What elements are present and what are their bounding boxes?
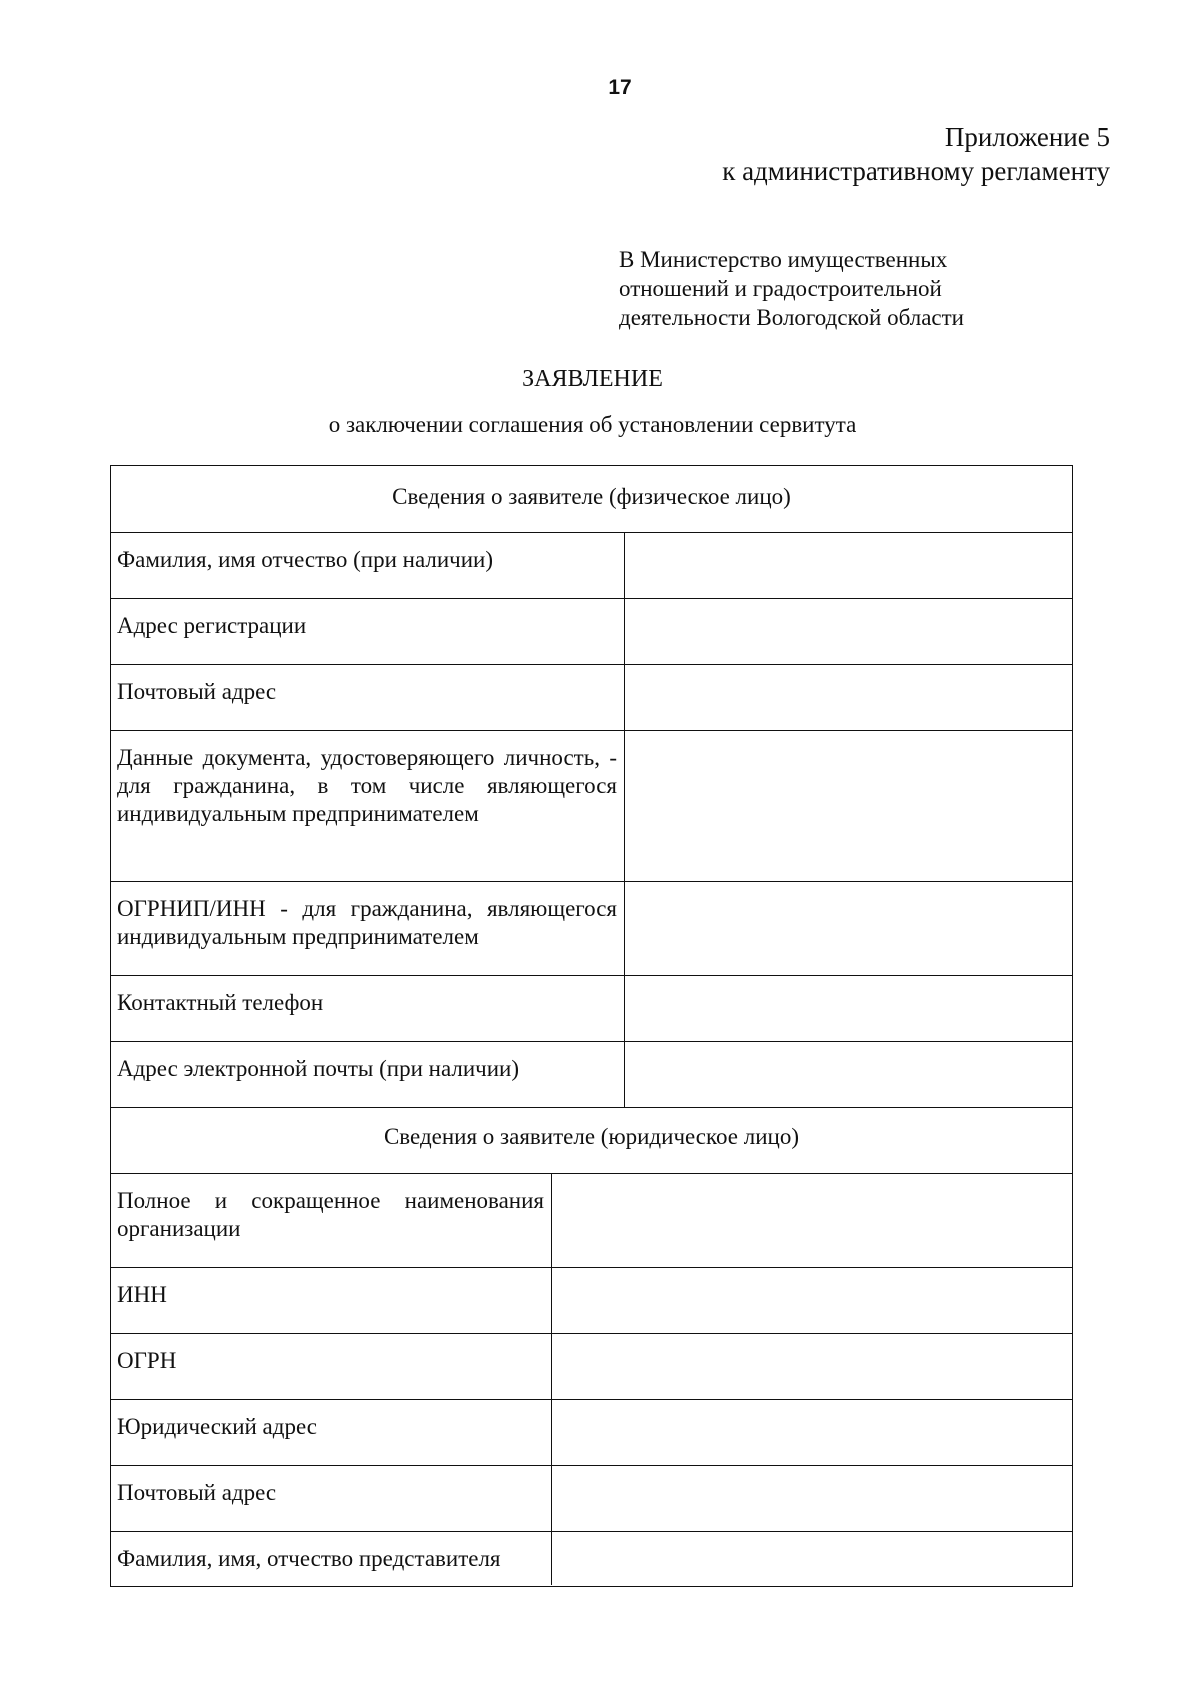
field-label-inn: ИНН: [117, 1282, 167, 1307]
field-value-email[interactable]: [626, 1042, 1072, 1106]
field-label-registration-address: Адрес регистрации: [117, 613, 307, 638]
field-value-inn[interactable]: [553, 1268, 1072, 1332]
field-value-ogrn[interactable]: [553, 1334, 1072, 1398]
field-value-legal-address[interactable]: [553, 1400, 1072, 1464]
field-value-organization-name[interactable]: [553, 1174, 1072, 1266]
field-value-ogrnip-inn[interactable]: [626, 882, 1072, 974]
field-label-contact-phone: Контактный телефон: [117, 990, 324, 1015]
field-label-ogrn: ОГРН: [117, 1348, 177, 1373]
field-label-full-name: Фамилия, имя отчество (при наличии): [117, 547, 493, 572]
addressee-line-2: отношений и градостроительной: [619, 276, 942, 301]
appendix-line-2: к административному регламенту: [722, 156, 1110, 186]
field-value-postal-address-legal[interactable]: [553, 1466, 1072, 1530]
column-divider: [551, 1173, 552, 1585]
field-label-legal-address: Юридический адрес: [117, 1414, 317, 1439]
field-value-contact-phone[interactable]: [626, 976, 1072, 1040]
appendix-note: [722, 120, 1110, 188]
document-title: ЗАЯВЛЕНИЕ: [522, 366, 663, 392]
field-value-full-name[interactable]: [626, 533, 1072, 597]
field-value-identity-document[interactable]: [626, 731, 1072, 880]
section-heading-individual: Сведения о заявителе (физическое лицо): [392, 484, 791, 509]
section-heading-legal-entity: Сведения о заявителе (юридическое лицо): [383, 1124, 800, 1149]
field-label-email: Адрес электронной почты (при наличии): [117, 1056, 519, 1081]
addressee-line-3: деятельности Вологодской области: [619, 305, 964, 330]
application-form-table: [110, 465, 1073, 1587]
field-label-postal-address: Почтовый адрес: [117, 679, 277, 704]
field-value-postal-address[interactable]: [626, 665, 1072, 729]
field-label-postal-address-legal: Почтовый адрес: [117, 1480, 277, 1505]
field-value-registration-address[interactable]: [626, 599, 1072, 663]
row-divider: [111, 1107, 1072, 1108]
field-label-ogrnip-inn: ОГРНИП/ИНН - для гражданина, являющегося индивидуальным предпринимателем: [117, 896, 617, 949]
addressee-block: [619, 245, 964, 332]
document-subtitle: о заключении соглашения об установлении сервитута: [328, 412, 857, 437]
addressee-line-1: В Министерство имущественных: [619, 247, 948, 272]
field-label-organization-name: Полное и сокращенное наименования организации: [117, 1188, 544, 1241]
page-number: 17: [608, 76, 632, 99]
column-divider: [624, 532, 625, 1107]
field-label-representative-name: Фамилия, имя, отчество представителя: [117, 1546, 501, 1571]
field-value-representative-name[interactable]: [553, 1532, 1072, 1586]
appendix-line-1: Приложение 5: [944, 122, 1110, 152]
field-label-identity-document: Данные документа, удостоверяющего личность, - для гражданина, в том числе являющегося индивидуальным предпринимателем: [117, 745, 617, 826]
